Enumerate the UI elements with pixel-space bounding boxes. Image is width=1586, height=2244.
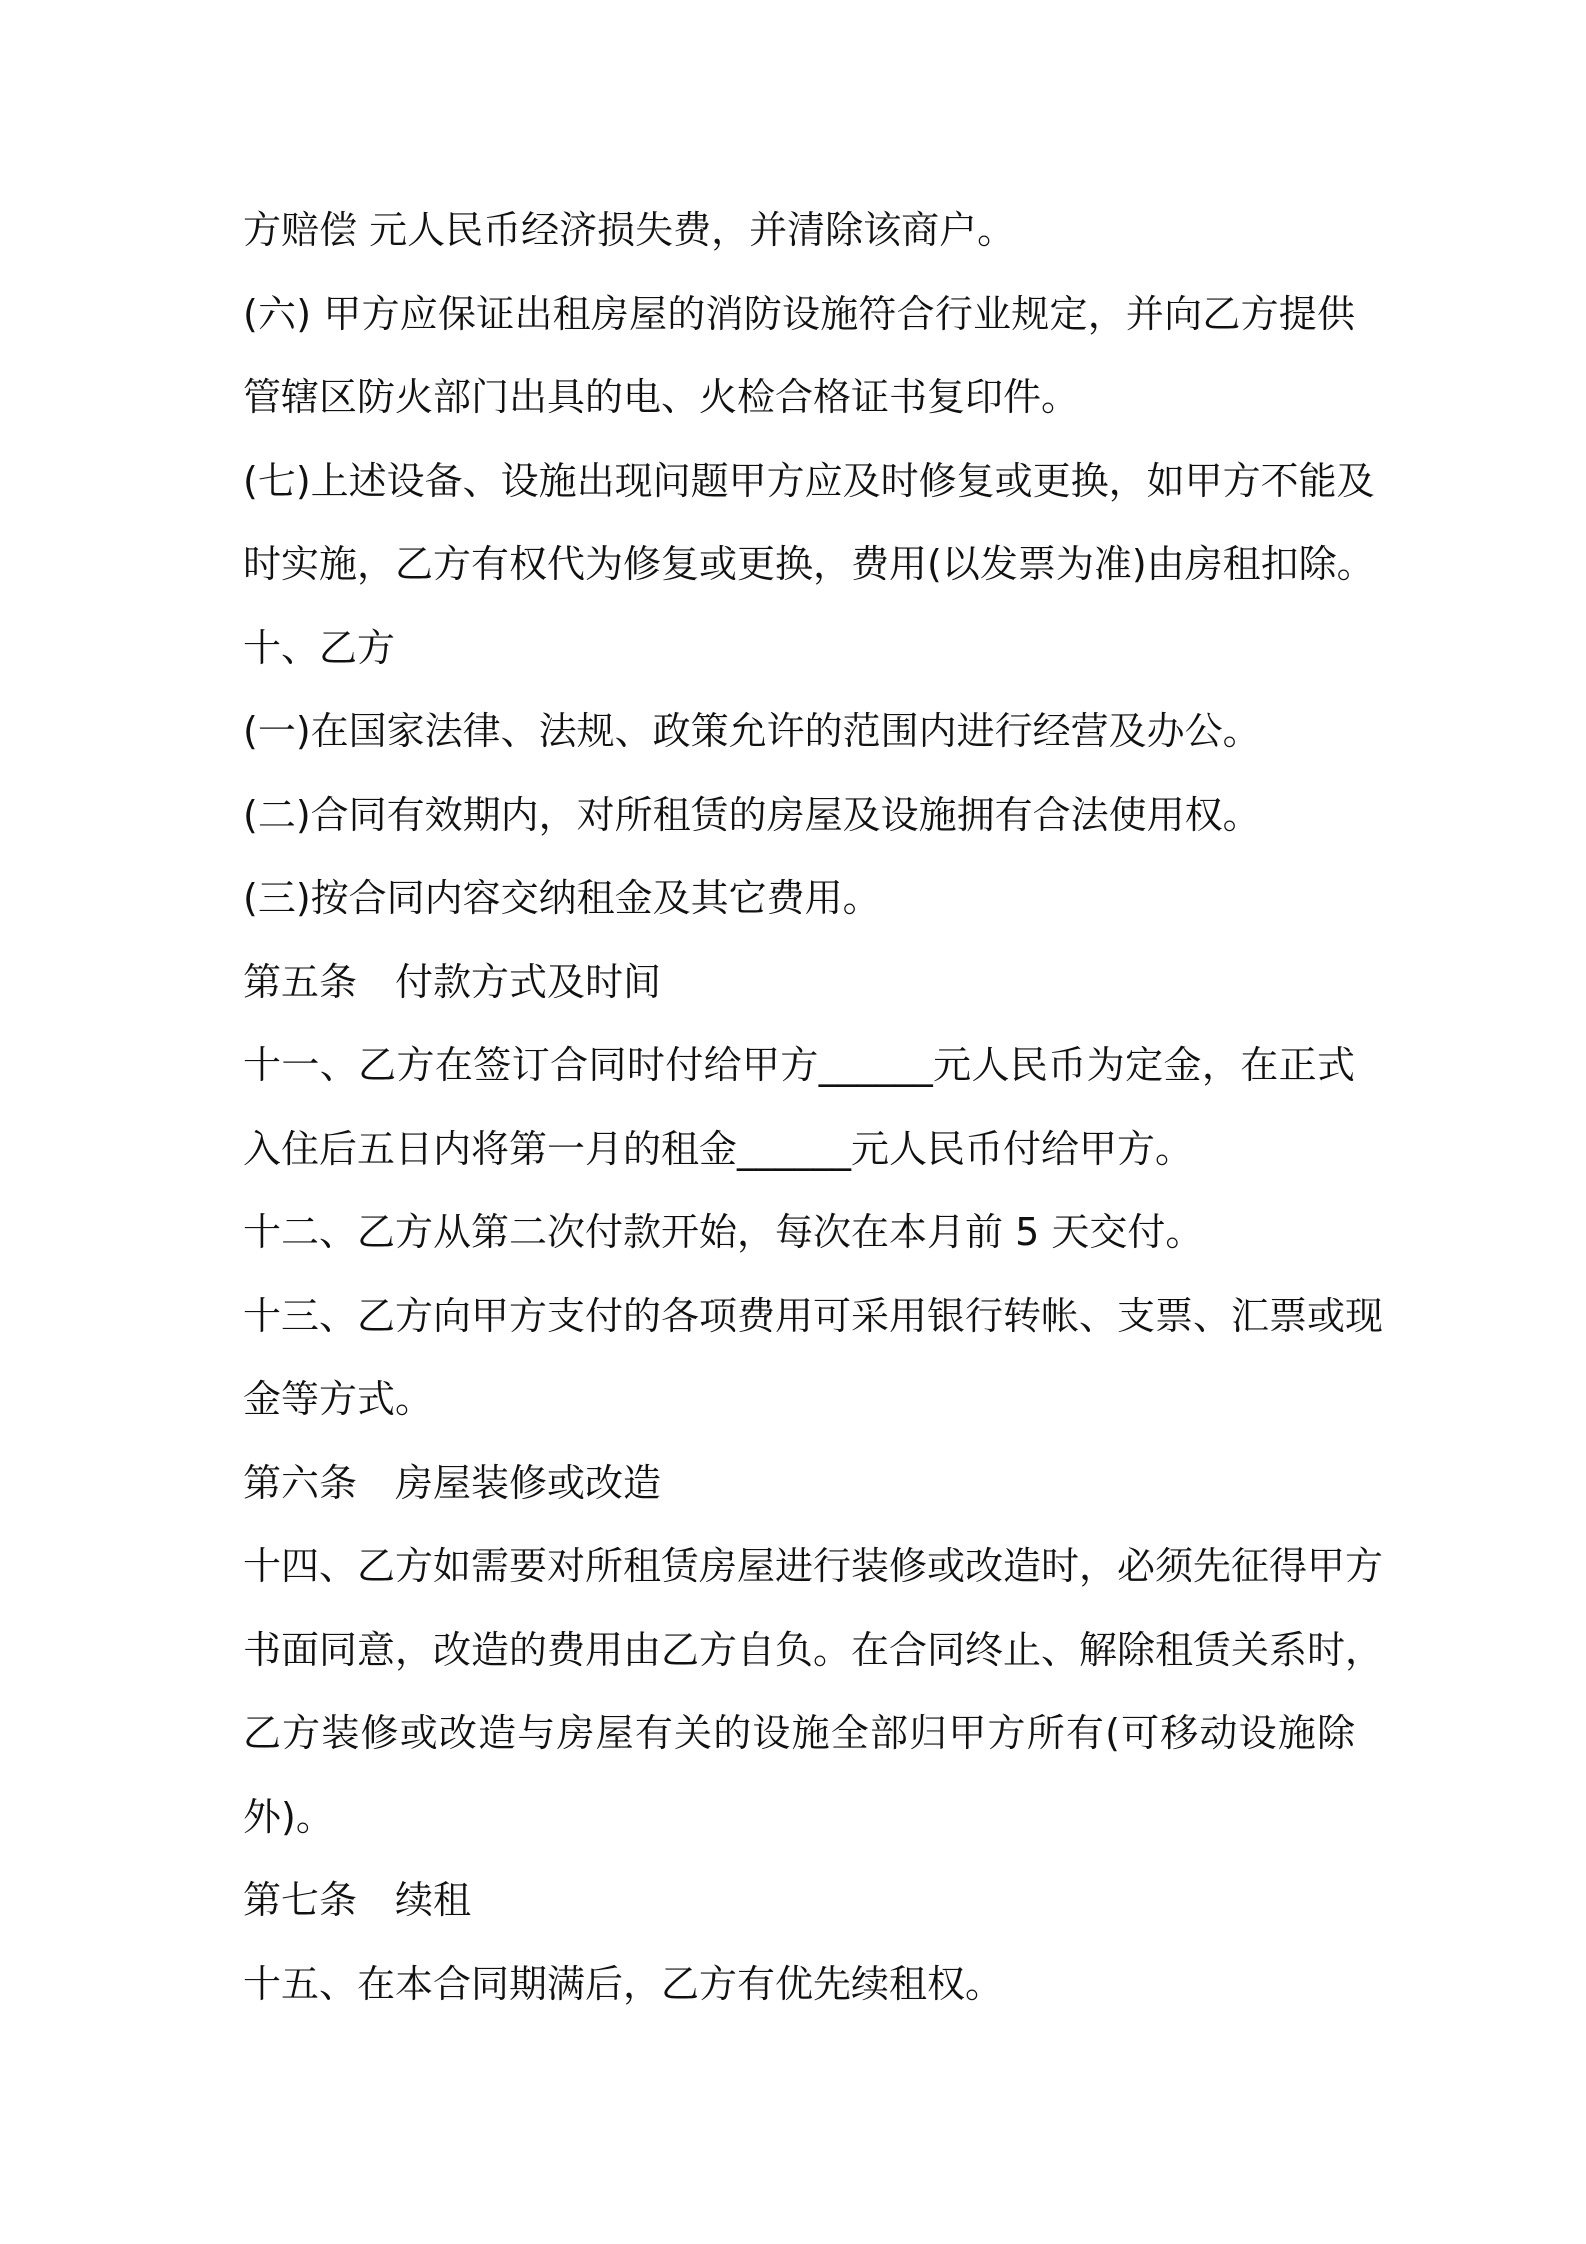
article-heading: 第五条 付款方式及时间 — [243, 960, 662, 1004]
paragraph-line: 十二、乙方从第二次付款开始，每次在本月前 5 天交付。 — [243, 1210, 1204, 1254]
clause-7-line-2: 时实施，乙方有权代为修复或更换，费用(以发票为准)由房租扣除。 — [243, 542, 1375, 586]
paragraph-line: 金等方式。 — [243, 1377, 434, 1421]
paragraph-line: (二)合同有效期内，对所租赁的房屋及设施拥有合法使用权。 — [243, 793, 1261, 837]
paragraph-line: 十五、在本合同期满后，乙方有优先续租权。 — [243, 1962, 1004, 2006]
paragraph-line: 外)。 — [243, 1795, 334, 1839]
paragraph-line: 十一、乙方在签订合同时付给甲方______元人民币为定金，在正式 — [243, 1043, 1355, 1087]
clause-6-line-2: 管辖区防火部门出具的电、火检合格证书复印件。 — [243, 375, 1080, 419]
paragraph-line: 书面同意，改造的费用由乙方自负。在合同终止、解除租赁关系时， — [243, 1628, 1384, 1672]
paragraph-line: 入住后五日内将第一月的租金______元人民币付给甲方。 — [243, 1127, 1194, 1171]
clause-6-line-1: (六) 甲方应保证出租房屋的消防设施符合行业规定，并向乙方提供 — [243, 292, 1355, 336]
paragraph-line: 乙方装修或改造与房屋有关的设施全部归甲方所有(可移动设施除 — [243, 1711, 1355, 1755]
paragraph-line: 十四、乙方如需要对所租赁房屋进行装修或改造时，必须先征得甲方 — [243, 1544, 1384, 1588]
section-heading: 十、乙方 — [243, 626, 396, 670]
paragraph-line: (一)在国家法律、法规、政策允许的范围内进行经营及办公。 — [243, 709, 1261, 753]
clause-7-line-1: (七)上述设备、设施出现问题甲方应及时修复或更换，如甲方不能及 — [243, 459, 1375, 503]
paragraph-line: (三)按合同内容交纳租金及其它费用。 — [243, 876, 881, 920]
paragraph-line: 方赔偿 元人民币经济损失费，并清除该商户。 — [243, 208, 1016, 252]
article-heading: 第六条 房屋装修或改造 — [243, 1461, 662, 1505]
paragraph-line: 十三、乙方向甲方支付的各项费用可采用银行转帐、支票、汇票或现 — [243, 1294, 1384, 1338]
article-heading: 第七条 续租 — [243, 1878, 472, 1922]
